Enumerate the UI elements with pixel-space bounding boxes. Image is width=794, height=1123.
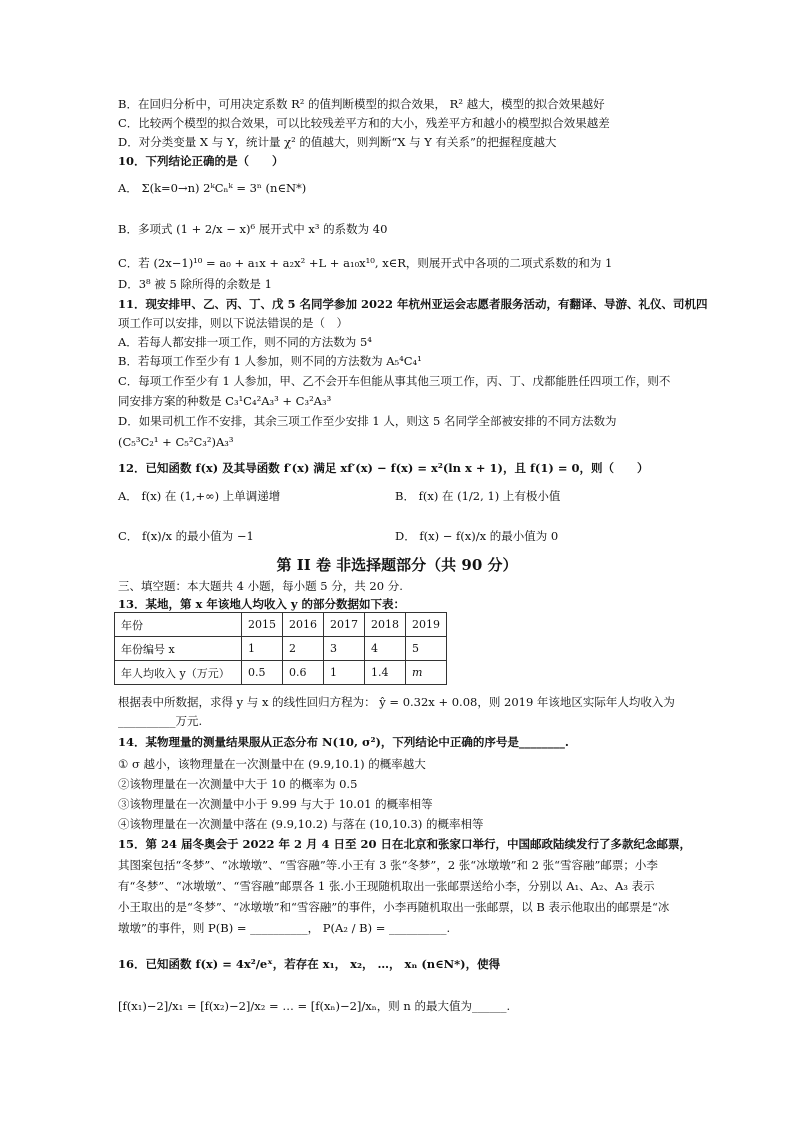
table-cell: 2018 bbox=[365, 613, 406, 637]
table-row bbox=[115, 637, 447, 661]
table-cell: 5 bbox=[406, 637, 447, 661]
q10-option-c: C．若 (2x−1)¹⁰ = a₀ + a₁x + a₂x² +L + a₁₀x¹⁰, x∈R，则展开式中各项的二项式系数的和为 1 bbox=[118, 256, 613, 270]
section-3-heading: 三、填空题：本大题共 4 小题，每小题 5 分，共 20 分. bbox=[118, 579, 403, 593]
q9-option-d: D．对分类变量 X 与 Y，统计量 χ² 的值越大，则判断“X 与 Y 有关系”的把握程度越大 bbox=[118, 135, 557, 149]
q11-option-b: B．若每项工作至少有 1 人参加，则不同的方法数为 A₅⁴C₄¹ bbox=[118, 354, 422, 368]
section-2-heading: 第 II 卷 非选择题部分（共 90 分） bbox=[276, 556, 518, 574]
q10-stem: 10．下列结论正确的是（ ） bbox=[118, 154, 284, 168]
q10-option-b: B．多项式 (1 + 2/x − x)⁶ 展开式中 x³ 的系数为 40 bbox=[118, 222, 388, 236]
table-cell: 0.5 bbox=[242, 661, 283, 685]
q9-option-b: B．在回归分析中，可用决定系数 R² 的值判断模型的拟合效果， R² 越大，模型的拟合效果越好 bbox=[118, 97, 605, 111]
q11-option-d-2: (C₅³C₂¹ + C₅²C₃²)A₃³ bbox=[118, 435, 234, 449]
q16-stem: 16．已知函数 f(x) = 4x²/eˣ，若存在 x₁， x₂， …， xₙ (n∈N*)，使得 bbox=[118, 957, 501, 971]
q16-line-2: [f(x₁)−2]/x₁ = [f(x₂)−2]/x₂ = … = [f(xₙ)−2]/xₙ，则 n 的最大值为______. bbox=[118, 999, 511, 1013]
table-cell: 2015 bbox=[242, 613, 283, 637]
q15-line-4: 小王取出的是“冬梦”、“冰墩墩”和“雪容融”的事件，小李再随机取出一张邮票，以 B 表示他取出的邮票是“冰 bbox=[118, 900, 670, 914]
q12-stem: 12．已知函数 f(x) 及其导函数 f′(x) 满足 xf′(x) − f(x) = x²(ln x + 1)，且 f(1) = 0，则（ ） bbox=[118, 461, 649, 475]
table-row bbox=[115, 661, 447, 685]
table-cell: 年人均收入 y（万元） bbox=[115, 661, 242, 685]
table-cell: 1.4 bbox=[365, 661, 406, 685]
q11-option-d: D．如果司机工作不安排，其余三项工作至少安排 1 人，则这 5 名同学全部被安排的不同方法数为 bbox=[118, 414, 617, 428]
q14-item-1: ① σ 越小，该物理量在一次测量中在 (9.9,10.1) 的概率越大 bbox=[118, 757, 426, 771]
table-cell: 2019 bbox=[406, 613, 447, 637]
q13-after: 根据表中所数据，求得 y 与 x 的线性回归方程为： ŷ = 0.32x + 0.08，则 2019 年该地区实际年人均收入为 bbox=[118, 695, 675, 709]
q15-line-3: 有“冬梦”、“冰墩墩”、“雪容融”邮票各 1 张.小王现随机取出一张邮票送给小李，分别以 A₁、A₂、A₃ 表示 bbox=[118, 879, 655, 893]
q13-after-2: __________万元. bbox=[118, 714, 203, 728]
table-cell: 1 bbox=[242, 637, 283, 661]
q12-option-d: D． f(x) − f(x)/x 的最小值为 0 bbox=[395, 529, 559, 543]
q14-stem: 14．某物理量的测量结果服从正态分布 N(10, σ²)，下列结论中正确的序号是________. bbox=[118, 735, 569, 749]
q11-option-c: C．每项工作至少有 1 人参加，甲、乙不会开车但能从事其他三项工作，丙、丁、戊都能胜任四项工作，则不 bbox=[118, 374, 671, 388]
table-cell: m bbox=[406, 661, 447, 685]
table-cell: 4 bbox=[365, 637, 406, 661]
q15-stem: 15．第 24 届冬奥会于 2022 年 2 月 4 日至 20 日在北京和张家口举行，中国邮政陆续发行了多款纪念邮票， bbox=[118, 837, 692, 851]
q15-line-5: 墩墩”的事件，则 P(B) = __________， P(A₂ / B) = __________. bbox=[118, 921, 451, 935]
table-row bbox=[115, 613, 447, 637]
table-cell: 年份编号 x bbox=[115, 637, 242, 661]
table-cell: 0.6 bbox=[283, 661, 324, 685]
q10-option-d: D．3⁸ 被 5 除所得的余数是 1 bbox=[118, 277, 272, 291]
q12-option-b: B． f(x) 在 (1/2, 1) 上有极小值 bbox=[395, 489, 561, 503]
q10-option-a: A． Σ(k=0→n) 2ᵏCₙᵏ = 3ⁿ (n∈N*) bbox=[118, 181, 307, 195]
q9-option-c: C．比较两个模型的拟合效果，可以比较残差平方和的大小，残差平方和越小的模型拟合效果越差 bbox=[118, 116, 610, 130]
q13-stem: 13．某地，第 x 年该地人均收入 y 的部分数据如下表： bbox=[118, 597, 406, 611]
table-cell: 2016 bbox=[283, 613, 324, 637]
q11-option-a: A．若每人都安排一项工作，则不同的方法数为 5⁴ bbox=[118, 335, 372, 349]
table-cell: 年份 bbox=[115, 613, 242, 637]
q11-stem: 11．现安排甲、乙、丙、丁、戊 5 名同学参加 2022 年杭州亚运会志愿者服务活动，有翻译、导游、礼仪、司机四 bbox=[118, 297, 708, 311]
income-table bbox=[114, 612, 447, 685]
q12-option-a: A． f(x) 在 (1,+∞) 上单调递增 bbox=[118, 489, 281, 503]
table-cell: 2017 bbox=[324, 613, 365, 637]
q11-stem-2: 项工作可以安排，则以下说法错误的是（ ） bbox=[118, 316, 348, 330]
table-cell: 3 bbox=[324, 637, 365, 661]
q14-item-3: ③该物理量在一次测量中小于 9.99 与大于 10.01 的概率相等 bbox=[118, 797, 433, 811]
q15-line-2: 其图案包括“冬梦”、“冰墩墩”、“雪容融”等.小王有 3 张“冬梦”，2 张“冰墩墩”和 2 张“雪容融”邮票；小李 bbox=[118, 858, 658, 872]
table-cell: 1 bbox=[324, 661, 365, 685]
q11-option-c-2: 同安排方案的种数是 C₃¹C₄²A₃³ + C₃²A₃³ bbox=[118, 394, 332, 408]
q12-option-c: C． f(x)/x 的最小值为 −1 bbox=[118, 529, 254, 543]
q14-item-4: ④该物理量在一次测量中落在 (9.9,10.2) 与落在 (10,10.3) 的概率相等 bbox=[118, 817, 484, 831]
table-cell: 2 bbox=[283, 637, 324, 661]
q14-item-2: ②该物理量在一次测量中大于 10 的概率为 0.5 bbox=[118, 777, 358, 791]
